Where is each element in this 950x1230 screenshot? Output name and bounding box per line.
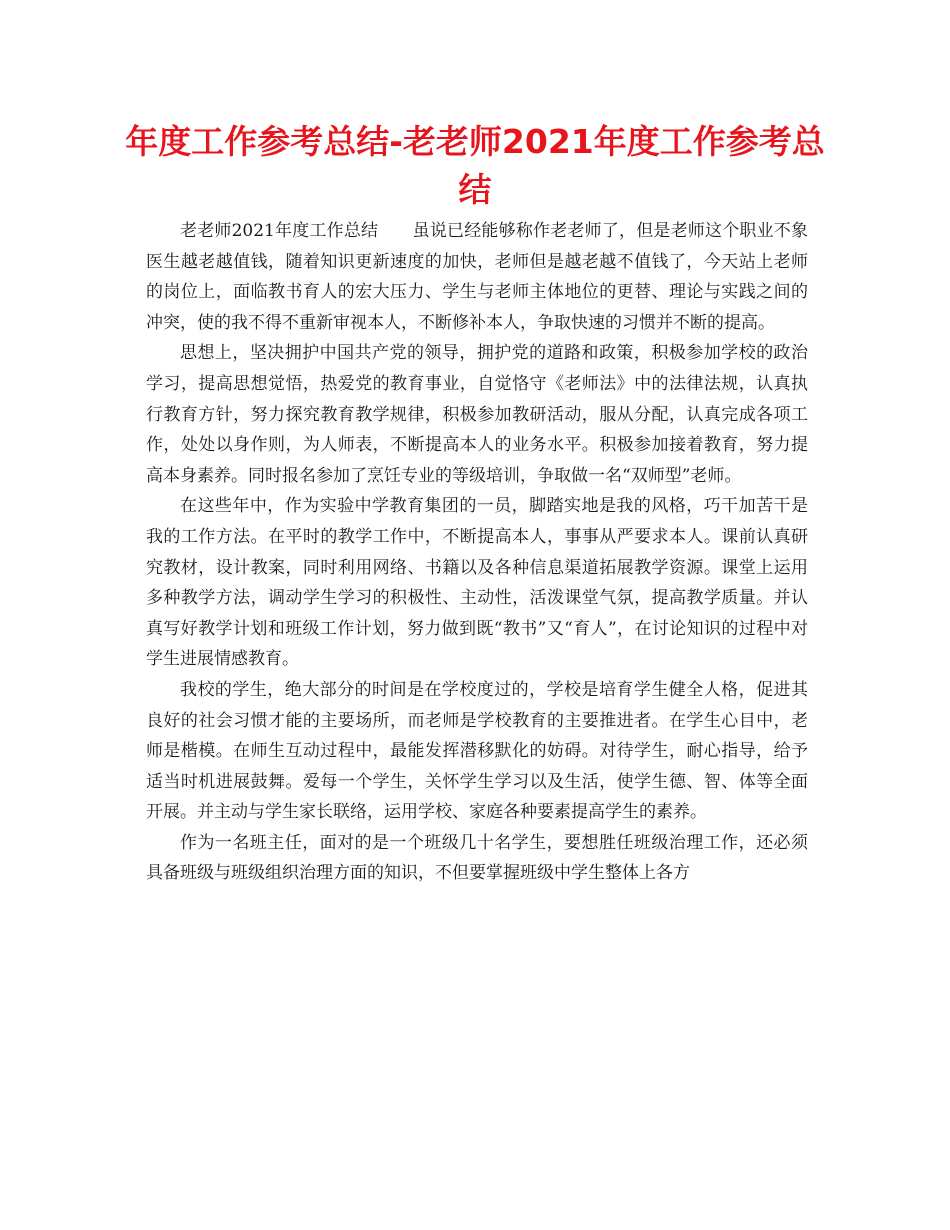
paragraph-intro: 老老师2021年度工作总结 虽说已经能够称作老老师了，但是老师这个职业不象医生越老越值钱，随着知识更新速度的加快，老师但是越老越不值钱了，今天站上老师的岗位上，面临教书育人的宏大压力、学生与老师主体地位的更替、理论与实践之间的冲突，使的我不得不重新审视本人，不断修补本人，争取快速的习惯并不断的提高。 <box>146 221 808 333</box>
paragraph-ideology: 思想上，坚决拥护中国共产党的领导，拥护党的道路和政策，积极参加学校的政治学习，提高思想觉悟，热爱党的教育事业，自觉恪守《老师法》中的法律法规，认真执行教育方针，努力探究教育教学规律，积极参加教研活动，服从分配，认真完成各项工作，处处以身作则，为人师表，不断提高本人的业务水平。积极参加接着教育，努力提高本身素养。同时报名参加了烹饪专业的等级培训，争取做一名“双师型”老师。 <box>146 343 808 486</box>
paragraph-class-teacher: 作为一名班主任，面对的是一个班级几十名学生，要想胜任班级治理工作，还必须具备班级与班级组织治理方面的知识，不但要掌握班级中学生整体上各方 <box>146 832 808 884</box>
document-title: 年度工作参考总结-老老师2021年度工作参考总结 <box>125 122 825 209</box>
paragraph-teaching: 在这些年中，作为实验中学教育集团的一员，脚踏实地是我的风格，巧干加苦干是我的工作方法。在平时的教学工作中，不断提高本人，事事从严要求本人。课前认真研究教材，设计教案，同时利用网络、书籍以及各种信息渠道拓展教学资源。课堂上运用多种教学方法，调动学生学习的积极性、主动性，活泼课堂气氛，提高教学质量。并认真写好教学计划和班级工作计划，努力做到既“教书”又“育人”，在讨论知识的过程中对学生进展情感教育。 <box>146 496 808 670</box>
document-body <box>146 216 808 889</box>
paragraph-students: 我校的学生，绝大部分的时间是在学校度过的，学校是培育学生健全人格，促进其良好的社会习惯才能的主要场所，而老师是学校教育的主要推进者。在学生心目中，老师是楷模。在师生互动过程中，最能发挥潜移默化的妨碍。对待学生，耐心指导，给予适当时机进展鼓舞。爱每一个学生，关怀学生学习以及生活，使学生德、智、体等全面开展。并主动与学生家长联络，运用学校、家庭各种要素提高学生的素养。 <box>146 679 808 823</box>
